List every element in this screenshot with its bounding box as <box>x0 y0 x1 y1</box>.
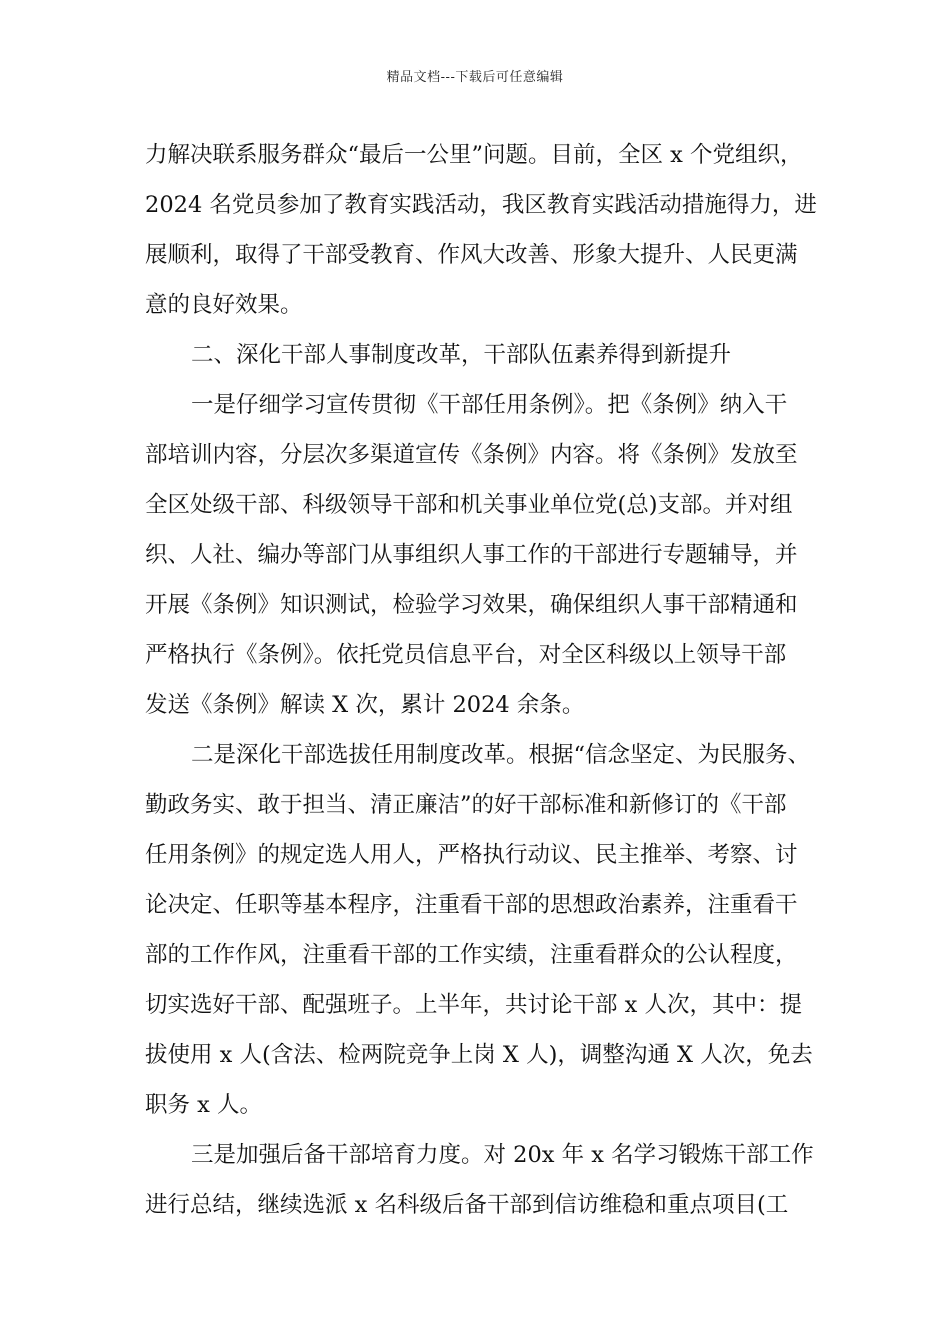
text-line: 织、人社、编办等部门从事组织人事工作的干部进行专题辅导，并 <box>145 542 798 568</box>
text-line: 意的良好效果。 <box>145 292 303 318</box>
page-header: 精品文档---下载后可任意编辑 <box>386 70 564 85</box>
document-body <box>145 130 835 1230</box>
text-line: 二是深化干部选拔任用制度改革。根据“信念坚定、为民服务、 <box>191 742 811 768</box>
text-line: 进行总结，继续选派 x 名科级后备干部到信访维稳和重点项目(工 <box>145 1192 789 1218</box>
text-line: 严格执行《条例》。依托党员信息平台，对全区科级以上领导干部 <box>145 642 787 668</box>
text-line: 拔使用 x 人(含法、检两院竞争上岗 X 人)，调整沟通 X 人次，免去 <box>145 1042 813 1068</box>
text-line: 发送《条例》解读 X 次，累计 2024 余条。 <box>145 692 585 718</box>
text-line: 一是仔细学习宣传贯彻《干部任用条例》。把《条例》纳入干 <box>191 392 788 418</box>
text-line: 勤政务实、敢于担当、清正廉洁”的好干部标准和新修订的《干部 <box>145 792 787 818</box>
section-heading: 二、深化干部人事制度改革，干部队伍素养得到新提升 <box>191 342 732 368</box>
text-line: 职务 x 人。 <box>145 1092 262 1118</box>
text-line: 切实选好干部、配强班子。上半年，共讨论干部 x 人次，其中：提 <box>145 992 802 1018</box>
text-line: 任用条例》的规定选人用人，严格执行动议、民主推举、考察、讨 <box>145 842 798 868</box>
text-line: 展顺利，取得了干部受教育、作风大改善、形象大提升、人民更满 <box>145 242 798 268</box>
text-line: 三是加强后备干部培育力度。对 20x 年 x 名学习锻炼干部工作 <box>191 1142 814 1168</box>
text-line: 论决定、任职等基本程序，注重看干部的思想政治素养，注重看干 <box>145 892 798 918</box>
text-line: 部的工作作风，注重看干部的工作实绩，注重看群众的公认程度， <box>145 942 798 968</box>
text-line: 力解决联系服务群众“最后一公里”问题。目前，全区 x 个党组织， <box>145 142 803 168</box>
text-line: 全区处级干部、科级领导干部和机关事业单位党(总)支部。并对组 <box>145 492 793 518</box>
text-line: 2024 名党员参加了教育实践活动，我区教育实践活动措施得力，进 <box>145 192 817 218</box>
text-line: 部培训内容，分层次多渠道宣传《条例》内容。将《条例》发放至 <box>145 442 798 468</box>
text-line: 开展《条例》知识测试，检验学习效果，确保组织人事干部精通和 <box>145 592 798 618</box>
